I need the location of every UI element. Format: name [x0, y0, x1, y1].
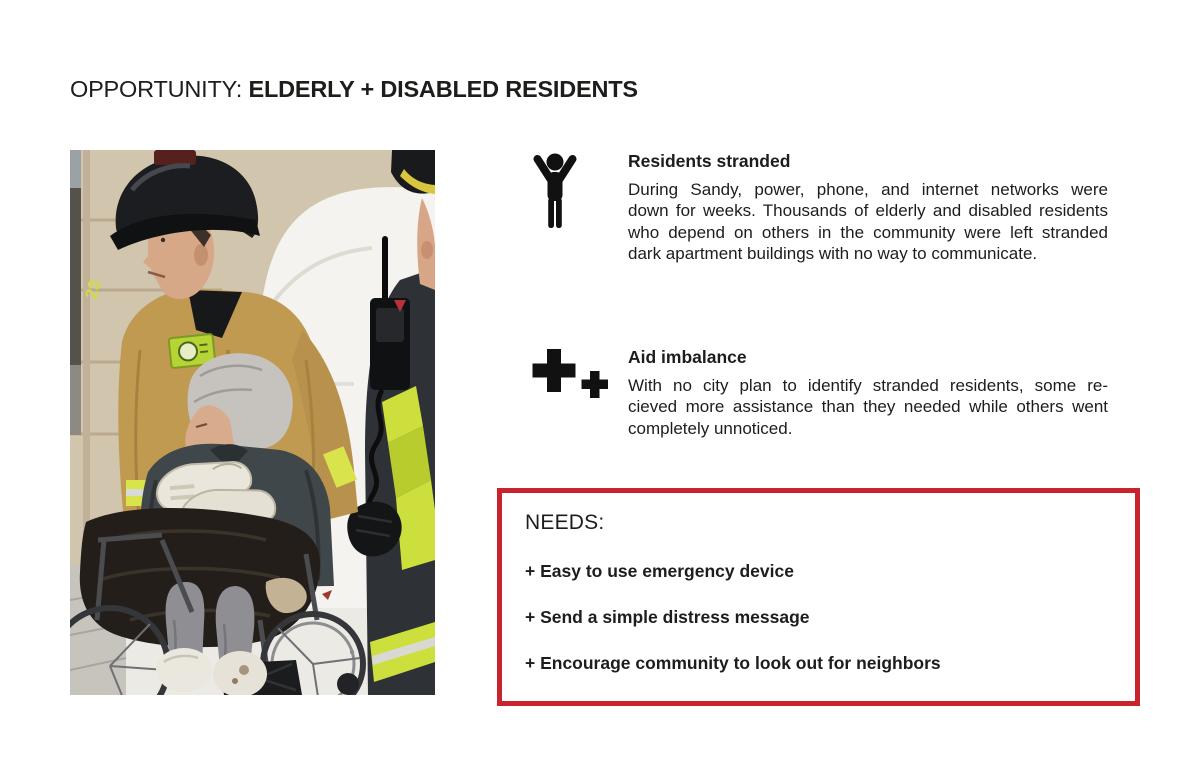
paragraph-line: completely unnoticed. — [628, 418, 793, 438]
section-paragraph — [628, 179, 1108, 265]
paragraph-line: down for weeks. Thousands of elderly and disabled residents — [628, 201, 1108, 221]
needs-item: + Send a simple distress message — [525, 607, 810, 627]
page-title — [70, 76, 638, 103]
rescue-photo — [70, 150, 435, 695]
double-plus-icon — [518, 346, 628, 403]
rescue-photo-illustration — [70, 150, 435, 695]
title-prefix: OPPORTUNITY: — [70, 76, 249, 102]
needs-item: + Encourage community to look out for neighbors — [525, 653, 941, 673]
needs-label: NEEDS: — [525, 511, 605, 534]
section-text — [628, 346, 1108, 439]
needs-item: + Easy to use emergency device — [525, 561, 794, 581]
section-heading: Aid imbalance — [628, 347, 747, 367]
section-heading: Residents stranded — [628, 151, 791, 171]
paragraph-line: cieved more assistance than they needed while others went — [628, 397, 1108, 417]
paragraph-line: who depend on others in the community were left stranded — [628, 222, 1108, 242]
section-paragraph — [628, 375, 1108, 439]
section-aid-imbalance — [518, 346, 1128, 439]
person-arms-raised-icon — [518, 150, 628, 235]
needs-box — [497, 488, 1140, 706]
paragraph-line: dark apartment buildings with no way to communicate. — [628, 244, 1038, 264]
jacket-number: 23 — [81, 277, 105, 302]
paragraph-line: With no city plan to identify stranded residents, some re- — [628, 376, 1108, 395]
title-emphasis: ELDERLY + DISABLED RESIDENTS — [248, 76, 638, 102]
paragraph-line: During Sandy, power, phone, and internet networks were — [628, 180, 1108, 199]
needs-list — [525, 561, 1115, 674]
section-text — [628, 150, 1108, 265]
section-residents-stranded — [518, 150, 1128, 265]
